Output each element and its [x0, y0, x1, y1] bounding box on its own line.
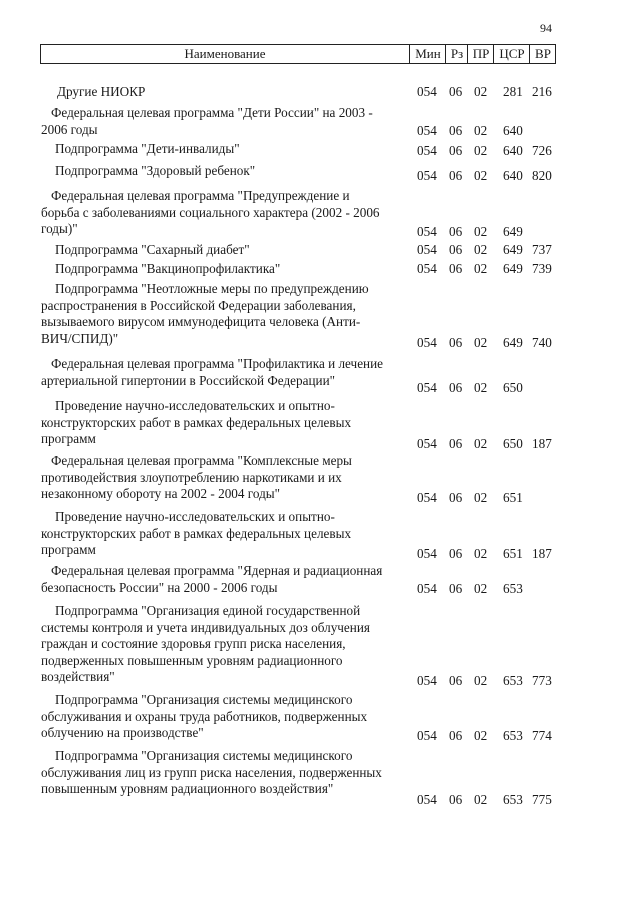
row-name: Федеральная целевая программа "Дети России" на 2003 - 2006 годы: [41, 105, 373, 137]
row-min: 054: [417, 380, 437, 395]
row-min: 054: [417, 673, 437, 688]
row-name: Федеральная целевая программа "Профилактика и лечение артериальной гипертонии в Российской Федерации": [41, 356, 384, 388]
header-name: Наименование: [184, 46, 266, 61]
row-name: Федеральная целевая программа "Ядерная и радиационная безопасность России" на 2000 - 2006 годы: [41, 563, 383, 595]
row-rz: 06: [449, 728, 463, 743]
row-csr: 653: [503, 728, 523, 743]
row-csr: 650: [503, 380, 523, 395]
row-min: 054: [417, 261, 437, 276]
row-name: Подпрограмма "Неотложные меры по предупреждению распространения в Российской Федерации заболевания, вызываемого вирусом иммунодефицита человека (Анти- ВИЧ/СПИД)": [41, 281, 369, 346]
row-rz: 06: [449, 792, 463, 807]
row-min: 054: [417, 123, 437, 138]
row-vr: 820: [532, 168, 552, 183]
row-rz: 06: [449, 242, 463, 257]
row-rz: 06: [449, 123, 463, 138]
row-pr: 02: [474, 380, 488, 395]
row-vr: 187: [532, 546, 552, 561]
header-rz: Рз: [445, 45, 468, 63]
row-pr: 02: [474, 546, 488, 561]
row-min: 054: [417, 581, 437, 596]
row-rz: 06: [449, 490, 463, 505]
row-csr: 653: [503, 581, 523, 596]
table-header: [40, 44, 556, 64]
row-csr: 650: [503, 436, 523, 451]
row-csr: 653: [503, 673, 523, 688]
header-min: Мин: [409, 45, 446, 63]
header-vr: ВР: [529, 45, 556, 63]
row-vr: 739: [532, 261, 552, 276]
row-pr: 02: [474, 436, 488, 451]
row-vr: 216: [532, 84, 552, 99]
row-pr: 02: [474, 143, 488, 158]
row-vr: 775: [532, 792, 552, 807]
row-vr: 737: [532, 242, 552, 257]
row-name: Подпрограмма "Организация системы медицинского обслуживания и охраны труда работников, подверженных облучению на производстве": [41, 692, 368, 740]
row-csr: 649: [503, 335, 523, 350]
row-name: Подпрограмма "Здоровый ребенок": [55, 163, 256, 178]
row-name: Подпрограмма "Вакцинопрофилактика": [55, 261, 281, 276]
row-pr: 02: [474, 792, 488, 807]
row-csr: 640: [503, 168, 523, 183]
row-csr: 640: [503, 123, 523, 138]
row-pr: 02: [474, 728, 488, 743]
row-pr: 02: [474, 335, 488, 350]
row-min: 054: [417, 242, 437, 257]
row-name: Подпрограмма "Организация системы медицинского обслуживания лиц из групп риска населения, подверженных повышенным уровням радиационного воздействия": [41, 748, 382, 796]
row-name: Федеральная целевая программа "Комплексные меры противодействия злоупотреблению наркотиками и их незаконному обороту на 2002 - 2004 годы": [41, 453, 352, 501]
row-rz: 06: [449, 673, 463, 688]
row-rz: 06: [449, 261, 463, 276]
header-pr: ПР: [467, 45, 494, 63]
row-rz: 06: [449, 84, 463, 99]
row-csr: 649: [503, 242, 523, 257]
row-min: 054: [417, 84, 437, 99]
row-name: Проведение научно-исследовательских и опытно- конструкторских работ в рамках федеральных целевых программ: [41, 398, 352, 446]
row-rz: 06: [449, 581, 463, 596]
row-rz: 06: [449, 546, 463, 561]
row-csr: 281: [503, 84, 523, 99]
row-pr: 02: [474, 224, 488, 239]
row-min: 054: [417, 490, 437, 505]
row-rz: 06: [449, 436, 463, 451]
row-min: 054: [417, 143, 437, 158]
row-min: 054: [417, 168, 437, 183]
row-csr: 640: [503, 143, 523, 158]
row-name: Федеральная целевая программа "Предупреждение и борьба с заболеваниями социального характера (2002 - 2006 годы)": [41, 188, 380, 236]
row-pr: 02: [474, 168, 488, 183]
row-vr: 726: [532, 143, 552, 158]
header-csr: ЦСР: [493, 45, 530, 63]
row-csr: 649: [503, 224, 523, 239]
row-name: Проведение научно-исследовательских и опытно- конструкторских работ в рамках федеральных целевых программ: [41, 509, 352, 557]
row-pr: 02: [474, 242, 488, 257]
page-number: 94: [540, 21, 552, 35]
row-min: 054: [417, 335, 437, 350]
row-csr: 651: [503, 546, 523, 561]
row-min: 054: [417, 546, 437, 561]
row-csr: 653: [503, 792, 523, 807]
row-vr: 774: [532, 728, 552, 743]
row-vr: 773: [532, 673, 552, 688]
row-name: Подпрограмма "Дети-инвалиды": [55, 141, 240, 156]
row-rz: 06: [449, 335, 463, 350]
row-vr: 740: [532, 335, 552, 350]
row-pr: 02: [474, 123, 488, 138]
row-name: Подпрограмма "Сахарный диабет": [55, 242, 250, 257]
row-csr: 649: [503, 261, 523, 276]
row-rz: 06: [449, 168, 463, 183]
row-pr: 02: [474, 673, 488, 688]
row-vr: 187: [532, 436, 552, 451]
row-name: Подпрограмма "Организация единой государственной системы контроля и учета индивидуальных доз облучения граждан и состояние здоровья групп риска населения, подверженных повышенным уровням радиационного воздействия": [41, 603, 370, 684]
row-csr: 651: [503, 490, 523, 505]
row-name: Другие НИОКР: [57, 84, 146, 99]
row-pr: 02: [474, 490, 488, 505]
row-pr: 02: [474, 261, 488, 276]
row-pr: 02: [474, 84, 488, 99]
row-pr: 02: [474, 581, 488, 596]
row-rz: 06: [449, 224, 463, 239]
row-min: 054: [417, 728, 437, 743]
row-rz: 06: [449, 380, 463, 395]
row-min: 054: [417, 224, 437, 239]
row-min: 054: [417, 436, 437, 451]
row-min: 054: [417, 792, 437, 807]
row-rz: 06: [449, 143, 463, 158]
